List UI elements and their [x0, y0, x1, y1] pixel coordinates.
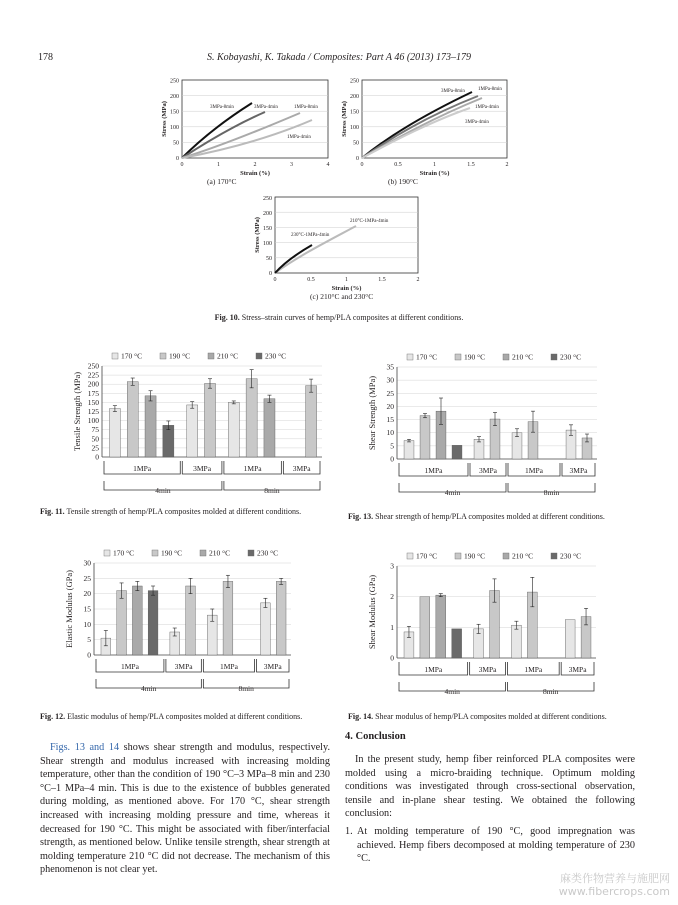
y-axis-label: Shear Modulus (GPa): [367, 574, 377, 650]
plot-frame: [182, 80, 328, 158]
bar: [132, 586, 142, 655]
legend-label: 190 °C: [161, 548, 183, 558]
group-label: 3MPa: [263, 662, 282, 671]
y-tick-label: 0: [390, 454, 394, 464]
bar-figures: [0, 340, 678, 730]
group-label: 1MPa: [120, 662, 139, 671]
legend-label: 230 °C: [257, 548, 279, 558]
subfigure-label: (b) 190°C: [388, 177, 418, 186]
ytick: 100: [170, 125, 179, 131]
legend-swatch: [256, 353, 262, 359]
y-tick-label: 25: [91, 443, 99, 453]
xtick: 0.5: [394, 162, 402, 168]
group-label: 3MPa: [174, 662, 193, 671]
group-label: 3MPa: [193, 464, 212, 473]
y-tick-label: 200: [87, 379, 99, 389]
curve-label: 210°C-1MPa-4min: [350, 219, 389, 224]
legend-swatch: [248, 550, 254, 556]
fig12-caption: Fig. 12. Elastic modulus of hemp/PLA composites molded at different conditions.: [40, 712, 303, 721]
conclusion-list-item: At molding temperature of 190 °C, good impregnation was achieved. Hemp fibers decomposed at molding temperature of 230 °C.: [357, 826, 635, 865]
y-tick-label: 5: [390, 441, 394, 451]
y-tick-label: 125: [87, 407, 99, 416]
legend-swatch: [112, 353, 118, 359]
y-tick-label: 75: [91, 425, 99, 435]
ytick: 0: [176, 156, 179, 162]
legend-label: 230 °C: [560, 551, 582, 561]
group-label: 3MPa: [292, 464, 311, 473]
ytick: 100: [263, 241, 272, 247]
y-tick-label: 20: [83, 589, 91, 599]
bar: [261, 603, 271, 655]
group-label: 3MPa: [478, 665, 497, 674]
curve-label: 3MPa-8min: [210, 105, 234, 110]
section-heading-conclusion: 4. Conclusion: [345, 731, 406, 742]
legend-label: 170 °C: [121, 351, 143, 361]
fig11-caption: Fig. 11. Tensile strength of hemp/PLA composites molded at different conditions.: [40, 507, 302, 516]
fig10-panel-c: [254, 196, 420, 301]
ytick: 50: [173, 140, 179, 147]
legend-label: 210 °C: [512, 352, 534, 362]
xtick: 2: [505, 162, 509, 168]
y-axis-label: Elastic Modulus (GPa): [64, 570, 74, 648]
y-tick-label: 0: [87, 650, 91, 660]
legend-swatch: [503, 354, 509, 360]
fig14-shear-modulus-chart: [367, 552, 596, 697]
fig13-caption: Fig. 13. Shear strength of hemp/PLA composites molded at different conditions.: [348, 512, 605, 521]
bar: [565, 620, 575, 658]
time-label: 8min: [543, 687, 559, 696]
y-tick-label: 35: [386, 362, 394, 372]
bar: [117, 591, 127, 655]
legend-label: 170 °C: [416, 551, 438, 561]
legend-swatch: [104, 550, 110, 556]
group-label: 1MPa: [424, 665, 443, 674]
y-axis-label: Stress (MPa): [254, 217, 261, 253]
ytick: 50: [266, 256, 272, 262]
xtick: 0: [360, 162, 364, 168]
y-tick-label: 15: [386, 415, 394, 425]
fig11-tensile-strength-chart: [72, 352, 322, 496]
x-axis-label: Strain (%): [240, 170, 270, 177]
curve-1mpa-8min: [182, 113, 300, 158]
curve-3mpa-4min: [182, 112, 265, 158]
bar: [511, 625, 521, 658]
xtick: 0: [180, 162, 184, 168]
y-tick-label: 10: [386, 428, 394, 438]
y-tick-label: 50: [91, 434, 99, 444]
time-label: 4min: [444, 687, 460, 696]
group-label: 1MPa: [525, 466, 543, 475]
y-tick-label: 3: [390, 561, 394, 571]
xtick: 1.5: [378, 277, 386, 283]
curve-3mpa-4min: [362, 108, 470, 158]
group-label: 3MPa: [568, 665, 587, 674]
legend-swatch: [407, 553, 413, 559]
bar: [187, 405, 198, 457]
curve-label: 1MPa-4min: [287, 135, 311, 140]
bar: [145, 396, 156, 457]
time-label: 8min: [264, 486, 280, 495]
group-label: 3MPa: [569, 466, 588, 475]
y-tick-label: 175: [87, 388, 99, 398]
time-label: 8min: [238, 684, 254, 693]
legend-swatch: [160, 353, 166, 359]
y-tick-label: 20: [386, 401, 394, 411]
y-tick-label: 100: [87, 416, 99, 426]
bar: [420, 597, 430, 658]
fig10-caption: Fig. 10. Stress–strain curves of hemp/PLA composites at different conditions.: [214, 313, 464, 322]
fig12-elastic-modulus-chart: [64, 549, 291, 694]
x-axis-label: Strain (%): [419, 170, 450, 177]
xtick: 1: [217, 162, 220, 168]
group-label: 1MPa: [133, 464, 152, 473]
ytick: 250: [170, 78, 179, 85]
xtick: 1.5: [467, 162, 475, 168]
curve-label: 1MPa-8min: [478, 87, 502, 92]
legend-label: 230 °C: [560, 352, 582, 362]
legend-swatch: [208, 353, 214, 359]
legend-label: 170 °C: [416, 352, 438, 362]
curve-label: 3MPa-4min: [465, 120, 489, 125]
bar: [474, 439, 484, 459]
ytick: 50: [353, 140, 359, 147]
y-axis-label: Stress (MPa): [161, 101, 168, 137]
fig13-shear-strength-chart: [367, 353, 597, 498]
bar: [420, 416, 430, 459]
legend-swatch: [551, 354, 557, 360]
ytick: 250: [263, 196, 272, 202]
fig10-panel-a: [161, 79, 330, 187]
xtick: 1: [433, 162, 436, 168]
bar: [452, 445, 462, 459]
xtick: 0: [273, 277, 277, 283]
y-tick-label: 1: [390, 622, 394, 632]
figure-10: [0, 0, 678, 340]
bar: [306, 386, 317, 457]
bar: [436, 595, 446, 658]
ytick: 100: [350, 125, 359, 131]
bar: [186, 586, 196, 655]
legend-label: 230 °C: [265, 351, 287, 361]
group-label: 3MPa: [479, 466, 497, 475]
bar: [452, 629, 462, 658]
bar: [264, 399, 275, 457]
group-label: 1MPa: [424, 466, 443, 475]
subfigure-label: (a) 170°C: [207, 177, 237, 186]
bar: [148, 591, 158, 655]
ytick: 0: [356, 156, 359, 162]
legend-label: 190 °C: [464, 352, 486, 362]
xtick: 2: [416, 277, 420, 283]
group-label: 1MPa: [243, 464, 262, 473]
legend-label: 210 °C: [512, 551, 534, 561]
y-axis-label: Shear Strength (MPa): [367, 375, 377, 451]
y-tick-label: 225: [87, 370, 99, 380]
y-tick-label: 150: [87, 397, 99, 407]
bar: [223, 581, 233, 655]
curve-label: 1MPa-8min: [294, 105, 318, 110]
ytick: 200: [170, 94, 179, 100]
bar: [228, 402, 239, 457]
ytick: 250: [350, 78, 359, 85]
xtick: 4: [326, 162, 330, 168]
y-tick-label: 250: [87, 361, 99, 371]
curve-label: 3MPa-8min: [441, 89, 465, 94]
y-axis-label: Tensile Strength (MPa): [72, 371, 82, 452]
legend-label: 190 °C: [464, 551, 486, 561]
bar: [127, 382, 138, 457]
legend-label: 170 °C: [113, 548, 135, 558]
ytick: 200: [350, 94, 359, 100]
xtick: 1: [345, 277, 348, 283]
y-tick-label: 0: [390, 653, 394, 663]
curve-label: 3MPa-4min: [254, 105, 278, 110]
conclusion-paragraph: In the present study, hemp fiber reinforced PLA composites were molded using a micro-braiding technique. Optimum molding conditions was investigated through cross-sectional observation, tensile and in-plane shear testing. We obtained the following conclusion:: [345, 754, 635, 820]
y-tick-label: 10: [83, 619, 91, 629]
legend-swatch: [407, 354, 413, 360]
legend-swatch: [551, 553, 557, 559]
bar: [109, 409, 120, 457]
time-label: 8min: [543, 488, 560, 497]
page-number: 178: [38, 52, 53, 63]
curve-label: 1MPa-4min: [475, 105, 499, 110]
fig10-panel-b: [341, 79, 509, 187]
watermark: 麻类作物营养与施肥网 www.fibercrops.com: [558, 872, 670, 898]
ytick: 150: [350, 109, 359, 116]
xtick: 0.5: [307, 277, 315, 283]
group-label: 1MPa: [219, 662, 238, 671]
ytick: 150: [170, 109, 179, 116]
legend-swatch: [200, 550, 206, 556]
xtick: 2: [253, 162, 257, 168]
bar: [163, 425, 174, 457]
fig14-caption: Fig. 14. Shear modulus of hemp/PLA composites molded at different conditions.: [348, 712, 607, 721]
legend-swatch: [455, 553, 461, 559]
time-label: 4min: [155, 486, 171, 495]
time-label: 4min: [140, 684, 157, 693]
legend-label: 190 °C: [169, 351, 191, 361]
y-tick-label: 5: [87, 635, 91, 645]
group-label: 1MPa: [524, 665, 543, 674]
running-header: S. Kobayashi, K. Takada / Composites: Part A 46 (2013) 173–179: [207, 52, 471, 63]
ytick: 200: [263, 211, 272, 217]
bar: [404, 441, 414, 459]
bar: [276, 581, 286, 655]
xtick: 3: [290, 162, 293, 168]
body-paragraph-left: Figs. 13 and 14 shows shear strength and modulus, respectively. Shear strength and modulus increased with increasing molding temperature, other than the condition of 190 °C–3 MPa–8 min and 230 °C–1 MPa–4 min. This is due to the existence of bubbles generated during molding, as mentioned above. For 170 °C, shear strength increased with increasing molding pressure and time, whereas it decreased for 190 °C. This might be associated with fiber/interfacial strength, as mentioned below. Unlike tensile strength, shear strength at molding temperature 210 °C did not decrease. The mechanism of this phenomenon is not clear yet.: [40, 742, 330, 876]
x-axis-label: Strain (%): [331, 285, 362, 292]
bar: [204, 383, 215, 457]
time-label: 4min: [444, 488, 461, 497]
bar: [246, 379, 257, 457]
ytick: 150: [263, 226, 272, 232]
subfigure-label: (c) 210°C and 230°C: [310, 292, 374, 301]
y-tick-label: 25: [386, 388, 394, 398]
y-tick-label: 15: [83, 604, 91, 614]
y-tick-label: 25: [83, 573, 91, 583]
figure-reference-link[interactable]: Figs. 13 and 14: [50, 742, 120, 753]
legend-swatch: [455, 354, 461, 360]
list-item-number: 1.: [345, 826, 353, 837]
y-tick-label: 30: [83, 558, 91, 568]
y-tick-label: 0: [95, 452, 99, 462]
legend-label: 210 °C: [217, 351, 239, 361]
curve-label: 230°C-1MPa-4min: [291, 233, 330, 238]
y-tick-label: 30: [386, 375, 394, 385]
legend-swatch: [503, 553, 509, 559]
legend-label: 210 °C: [209, 548, 231, 558]
legend-swatch: [152, 550, 158, 556]
y-axis-label: Stress (MPa): [341, 101, 348, 137]
y-tick-label: 2: [390, 592, 394, 602]
ytick: 0: [269, 271, 272, 277]
